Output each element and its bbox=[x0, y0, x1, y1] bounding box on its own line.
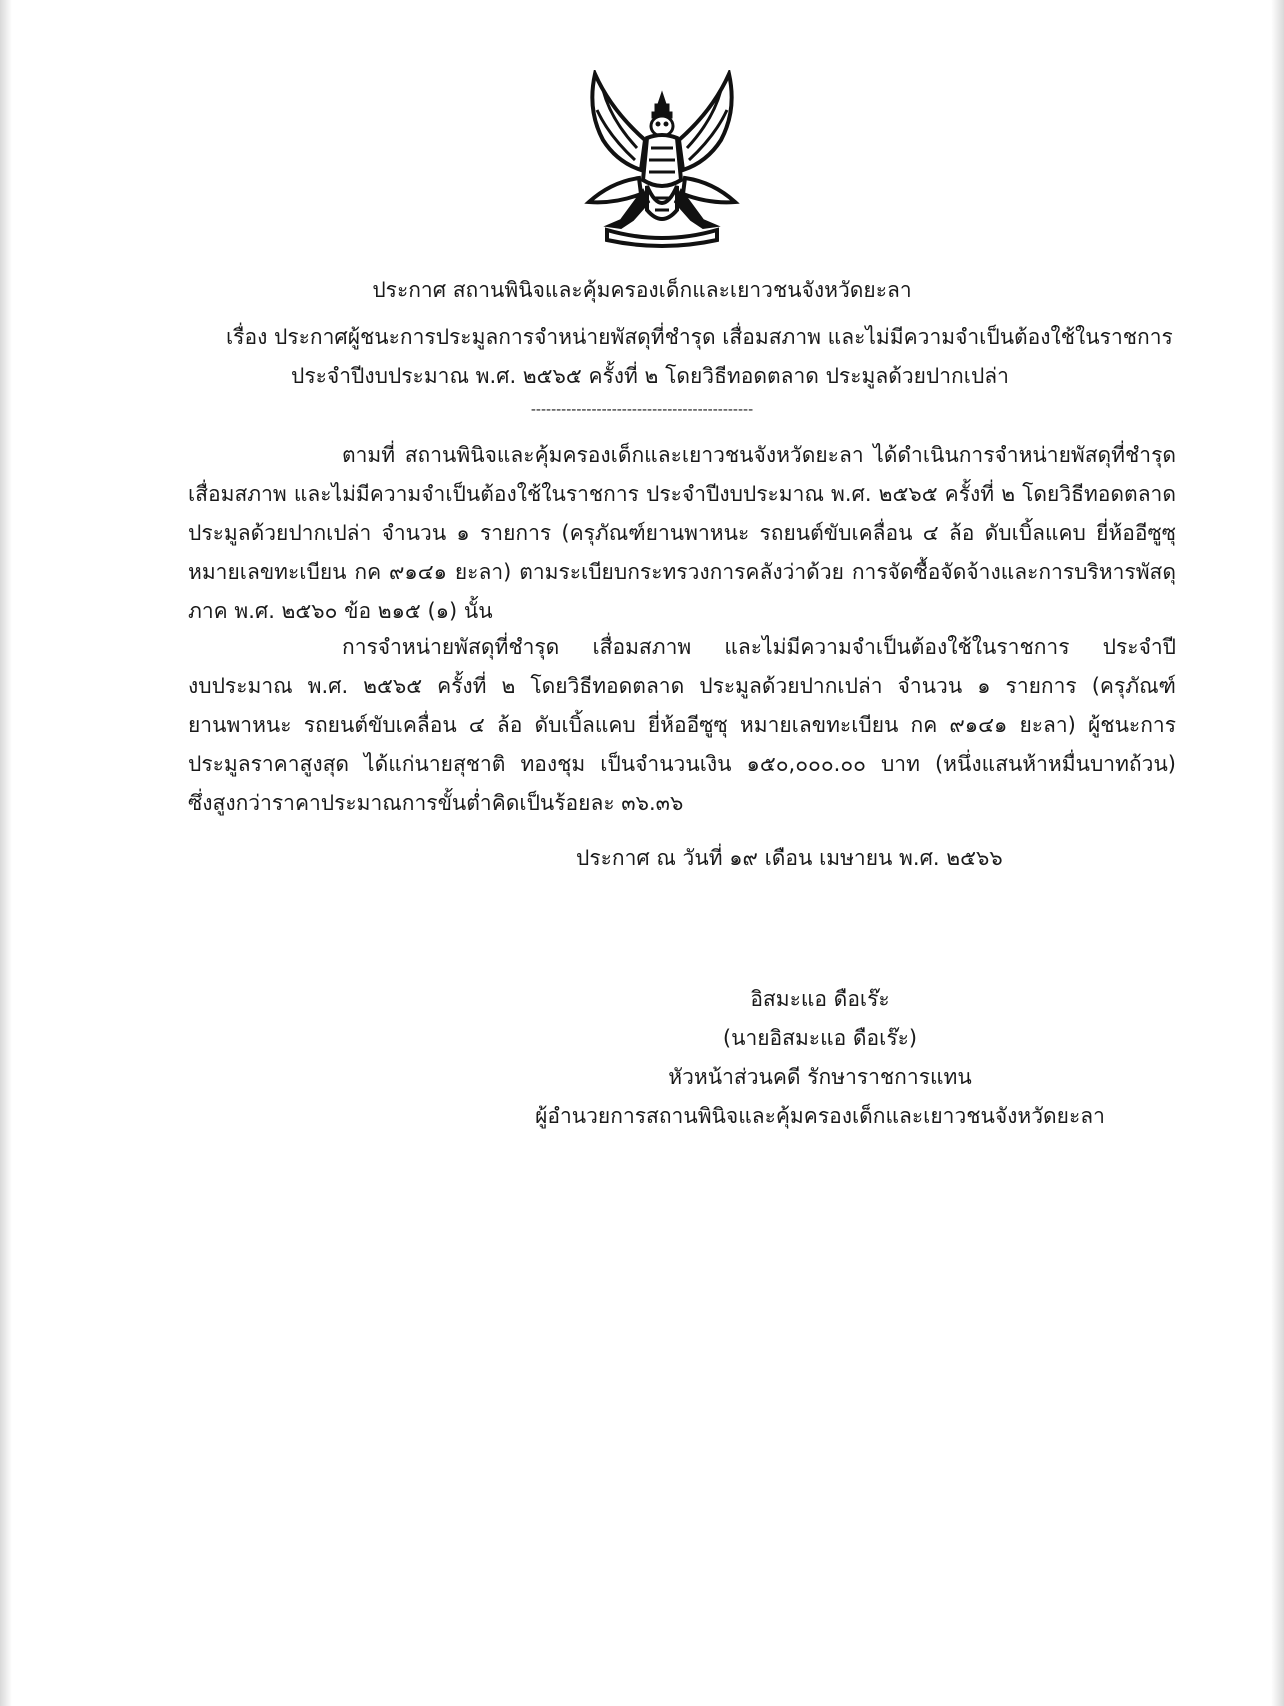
paragraph-line: งบประมาณ พ.ศ. ๒๕๖๕ ครั้งที่ ๒ โดยวิธีทอดตลาด ประมูลด้วยปากเปล่า จำนวน ๑ รายการ (ครุภัณฑ์ bbox=[188, 674, 1176, 698]
paragraph-line: ประมูลด้วยปากเปล่า จำนวน ๑ รายการ (ครุภัณฑ์ยานพาหนะ รถยนต์ขับเคลื่อน ๔ ล้อ ดับเบิ้ลแคบ ยี่ห้ออีซูซุ bbox=[188, 521, 1176, 545]
subject-block bbox=[180, 318, 1180, 396]
paragraph-line: หมายเลขทะเบียน กค ๙๑๔๑ ยะลา) ตามระเบียบกระทรวงการคลังว่าด้วย การจัดซื้อจัดจ้างและการบริหารพัสดุ bbox=[188, 560, 1176, 584]
paragraph-line: ประมูลราคาสูงสุด ได้แก่นายสุชาติ ทองชุม เป็นจำนวนเงิน ๑๕๐,๐๐๐.๐๐ บาท (หนึ่งแสนห้าหมื่นบาทถ้วน) bbox=[188, 752, 1176, 776]
page-edge-right bbox=[1271, 0, 1284, 1706]
paragraph-line: ยานพาหนะ รถยนต์ขับเคลื่อน ๔ ล้อ ดับเบิ้ลแคบ ยี่ห้ออีซูซุ หมายเลขทะเบียน กค ๙๑๔๑ ยะลา) ผู้ชนะการ bbox=[188, 713, 1176, 737]
paragraph-line: ตามที่ สถานพินิจและคุ้มครองเด็กและเยาวชนจังหวัดยะลา ได้ดำเนินการจำหน่ายพัสดุที่ชำรุด bbox=[342, 443, 1176, 467]
paragraph-line: ซึ่งสูงกว่าราคาประมาณการขั้นต่ำคิดเป็นร้อยละ ๓๖.๓๖ bbox=[188, 791, 684, 815]
paragraph-line: การจำหน่ายพัสดุที่ชำรุด เสื่อมสภาพ และไม่มีความจำเป็นต้องใช้ในราชการ ประจำปี bbox=[342, 635, 1176, 659]
garuda-emblem bbox=[581, 70, 743, 250]
announcement-date: ประกาศ ณ วันที่ ๑๙ เดือน เมษายน พ.ศ. ๒๕๖๖ bbox=[576, 846, 1003, 870]
signer-position: หัวหน้าส่วนคดี รักษาราชการแทน bbox=[668, 1065, 972, 1089]
subject-line: ประจำปีงบประมาณ พ.ศ. ๒๕๖๕ ครั้งที่ ๒ โดยวิธีทอดตลาด ประมูลด้วยปากเปล่า bbox=[291, 364, 1009, 388]
signed-name: อิสมะแอ ดือเร๊ะ bbox=[750, 987, 890, 1011]
signer-full-name: (นายอิสมะแอ ดือเร๊ะ) bbox=[722, 1026, 918, 1050]
paragraph-line: ภาค พ.ศ. ๒๕๖๐ ข้อ ๒๑๕ (๑) นั้น bbox=[188, 599, 493, 623]
paragraph-line: เสื่อมสภาพ และไม่มีความจำเป็นต้องใช้ในราชการ ประจำปีงบประมาณ พ.ศ. ๒๕๖๕ ครั้งที่ ๒ โดยวิธีทอดตลาด bbox=[188, 482, 1176, 506]
signer-acting-for: ผู้อำนวยการสถานพินิจและคุ้มครองเด็กและเยาวชนจังหวัดยะลา bbox=[535, 1104, 1105, 1128]
announcement-title: ประกาศ สถานพินิจและคุ้มครองเด็กและเยาวชนจังหวัดยะลา bbox=[372, 278, 912, 302]
paragraph-2 bbox=[188, 628, 1176, 823]
subject-line: เรื่อง ประกาศผู้ชนะการประมูลการจำหน่ายพัสดุที่ชำรุด เสื่อมสภาพ และไม่มีความจำเป็นต้องใช้ในราชการ bbox=[226, 325, 1173, 349]
signature-block bbox=[440, 980, 1200, 1136]
divider-line: -------------------------------------------- bbox=[530, 402, 754, 418]
paragraph-1 bbox=[188, 436, 1176, 631]
page-edge-left bbox=[0, 0, 12, 1706]
